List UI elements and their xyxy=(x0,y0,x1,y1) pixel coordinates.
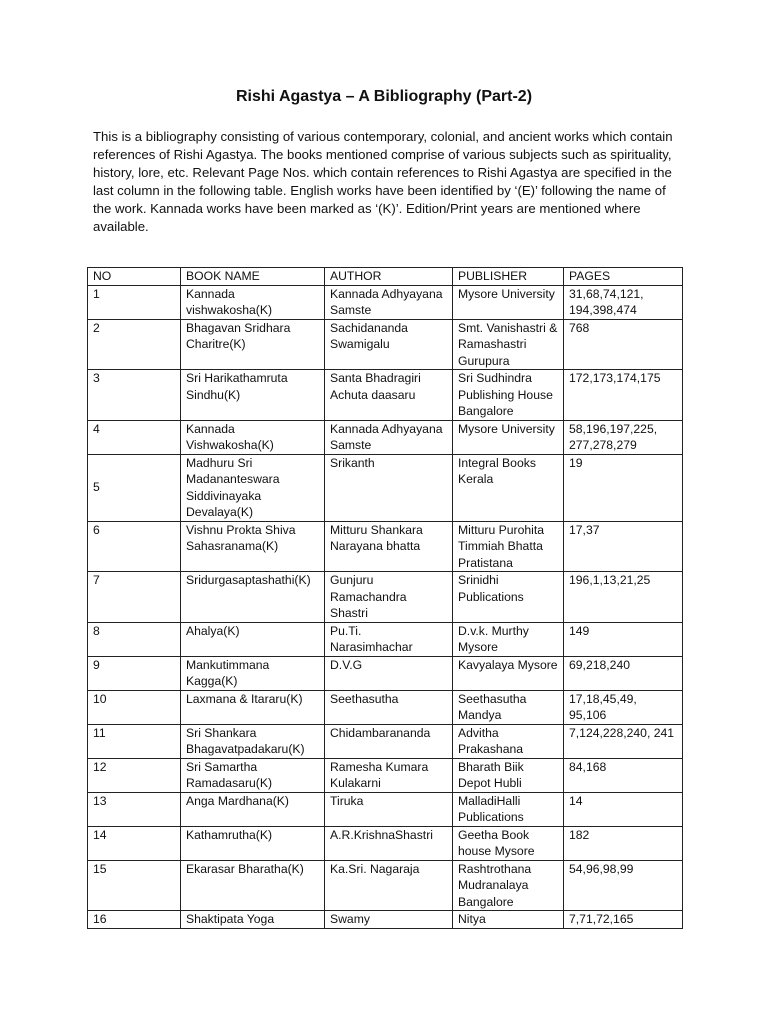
cell-author: Ka.Sri. Nagaraja xyxy=(325,860,453,911)
cell-publisher: D.v.k. Murthy Mysore xyxy=(453,622,564,656)
table-row xyxy=(88,420,683,454)
cell-pages: 84,168 xyxy=(564,758,683,792)
header-publisher: PUBLISHER xyxy=(453,268,564,286)
cell-author: Kannada Adhyayana Samste xyxy=(325,285,453,319)
cell-author: Tiruka xyxy=(325,792,453,826)
cell-publisher: Bharath Biik Depot Hubli xyxy=(453,758,564,792)
cell-publisher: Rashtrothana Mudranalaya Bangalore xyxy=(453,860,564,911)
cell-book-name: Vishnu Prokta Shiva Sahasranama(K) xyxy=(181,521,325,572)
cell-book-name: Madhuru Sri Madananteswara Siddivinayaka Devalaya(K) xyxy=(181,454,325,521)
cell-no: 2 xyxy=(88,319,181,370)
cell-no: 3 xyxy=(88,370,181,421)
cell-no: 9 xyxy=(88,656,181,690)
cell-book-name: Ahalya(K) xyxy=(181,622,325,656)
header-pages: PAGES xyxy=(564,268,683,286)
cell-no: 12 xyxy=(88,758,181,792)
cell-publisher: Mysore University xyxy=(453,420,564,454)
table-row xyxy=(88,792,683,826)
cell-author: Pu.Ti. Narasimhachar xyxy=(325,622,453,656)
cell-pages: 69,218,240 xyxy=(564,656,683,690)
cell-pages: 172,173,174,175 xyxy=(564,370,683,421)
cell-publisher: Integral Books Kerala xyxy=(453,454,564,521)
document-title: Rishi Agastya – A Bibliography (Part-2) xyxy=(235,88,533,105)
table-row xyxy=(88,826,683,860)
cell-no: 4 xyxy=(88,420,181,454)
cell-pages: 7,124,228,240, 241 xyxy=(564,724,683,758)
cell-book-name: Kannada Vishwakosha(K) xyxy=(181,420,325,454)
table-row xyxy=(88,285,683,319)
cell-pages: 31,68,74,121, 194,398,474 xyxy=(564,285,683,319)
table-row xyxy=(88,454,683,521)
cell-publisher: Nitya xyxy=(453,911,564,929)
cell-author: Kannada Adhyayana Samste xyxy=(325,420,453,454)
table-row xyxy=(88,572,683,623)
cell-book-name: Kannada vishwakosha(K) xyxy=(181,285,325,319)
cell-no: 11 xyxy=(88,724,181,758)
cell-author: Mitturu Shankara Narayana bhatta xyxy=(325,521,453,572)
cell-pages: 17,18,45,49, 95,106 xyxy=(564,690,683,724)
cell-author: Santa Bhadragiri Achuta daasaru xyxy=(325,370,453,421)
table-row xyxy=(88,911,683,929)
cell-book-name: Sri Shankara Bhagavatpadakaru(K) xyxy=(181,724,325,758)
cell-book-name: Bhagavan Sridhara Charitre(K) xyxy=(181,319,325,370)
cell-book-name: Laxmana & Itararu(K) xyxy=(181,690,325,724)
cell-author: Srikanth xyxy=(325,454,453,521)
bibliography-table xyxy=(87,267,683,929)
cell-publisher: MalladiHalli Publications xyxy=(453,792,564,826)
cell-publisher: Smt. Vanishastri & Ramashastri Gurupura xyxy=(453,319,564,370)
cell-no: 13 xyxy=(88,792,181,826)
table-row xyxy=(88,860,683,911)
cell-pages: 19 xyxy=(564,454,683,521)
cell-pages: 7,71,72,165 xyxy=(564,911,683,929)
table-row xyxy=(88,370,683,421)
cell-book-name: Anga Mardhana(K) xyxy=(181,792,325,826)
table-row xyxy=(88,622,683,656)
cell-no: 10 xyxy=(88,690,181,724)
cell-book-name: Sridurgasaptashathi(K) xyxy=(181,572,325,623)
cell-pages: 196,1,13,21,25 xyxy=(564,572,683,623)
cell-publisher: Kavyalaya Mysore xyxy=(453,656,564,690)
cell-no: 8 xyxy=(88,622,181,656)
cell-no: 1 xyxy=(88,285,181,319)
cell-author: Seethasutha xyxy=(325,690,453,724)
header-no: NO xyxy=(88,268,181,286)
cell-no: 15 xyxy=(88,860,181,911)
cell-publisher: Advitha Prakashana xyxy=(453,724,564,758)
cell-publisher: Geetha Book house Mysore xyxy=(453,826,564,860)
cell-publisher: Sri Sudhindra Publishing House Bangalore xyxy=(453,370,564,421)
cell-pages: 768 xyxy=(564,319,683,370)
cell-no: 5 xyxy=(88,454,181,521)
cell-publisher: Seethasutha Mandya xyxy=(453,690,564,724)
cell-pages: 17,37 xyxy=(564,521,683,572)
cell-pages: 58,196,197,225, 277,278,279 xyxy=(564,420,683,454)
header-book-name: BOOK NAME xyxy=(181,268,325,286)
table-row xyxy=(88,758,683,792)
cell-pages: 182 xyxy=(564,826,683,860)
cell-book-name: Shaktipata Yoga xyxy=(181,911,325,929)
cell-author: D.V.G xyxy=(325,656,453,690)
table-row xyxy=(88,319,683,370)
cell-publisher: Mitturu Purohita Timmiah Bhatta Pratistana xyxy=(453,521,564,572)
cell-pages: 54,96,98,99 xyxy=(564,860,683,911)
table-row xyxy=(88,656,683,690)
cell-book-name: Sri Harikathamruta Sindhu(K) xyxy=(181,370,325,421)
cell-no: 7 xyxy=(88,572,181,623)
cell-author: A.R.KrishnaShastri xyxy=(325,826,453,860)
cell-author: Sachidananda Swamigalu xyxy=(325,319,453,370)
cell-author: Chidambarananda xyxy=(325,724,453,758)
cell-book-name: Mankutimmana Kagga(K) xyxy=(181,656,325,690)
header-author: AUTHOR xyxy=(325,268,453,286)
table-row xyxy=(88,724,683,758)
cell-author: Swamy xyxy=(325,911,453,929)
cell-publisher: Srinidhi Publications xyxy=(453,572,564,623)
table-row xyxy=(88,521,683,572)
cell-publisher: Mysore University xyxy=(453,285,564,319)
cell-no: 6 xyxy=(88,521,181,572)
cell-no: 16 xyxy=(88,911,181,929)
intro-paragraph: This is a bibliography consisting of various contemporary, colonial, and ancient works which contain references of Rishi Agastya. The books mentioned comprise of various subjects such as spirituality, history, lore, etc. Relevant Page Nos. which contain references to Rishi Agastya are specified in the last column in the following table. English works have been identified by ‘(E)’ following the name of the work. Kannada works have been marked as ‘(K)’. Edition/Print years are mentioned where available. xyxy=(93,129,673,234)
cell-book-name: Sri Samartha Ramadasaru(K) xyxy=(181,758,325,792)
cell-book-name: Kathamrutha(K) xyxy=(181,826,325,860)
table-header-row xyxy=(88,268,683,286)
table-row xyxy=(88,690,683,724)
cell-pages: 14 xyxy=(564,792,683,826)
cell-pages: 149 xyxy=(564,622,683,656)
cell-author: Gunjuru Ramachandra Shastri xyxy=(325,572,453,623)
cell-no: 14 xyxy=(88,826,181,860)
cell-book-name: Ekarasar Bharatha(K) xyxy=(181,860,325,911)
cell-author: Ramesha Kumara Kulakarni xyxy=(325,758,453,792)
